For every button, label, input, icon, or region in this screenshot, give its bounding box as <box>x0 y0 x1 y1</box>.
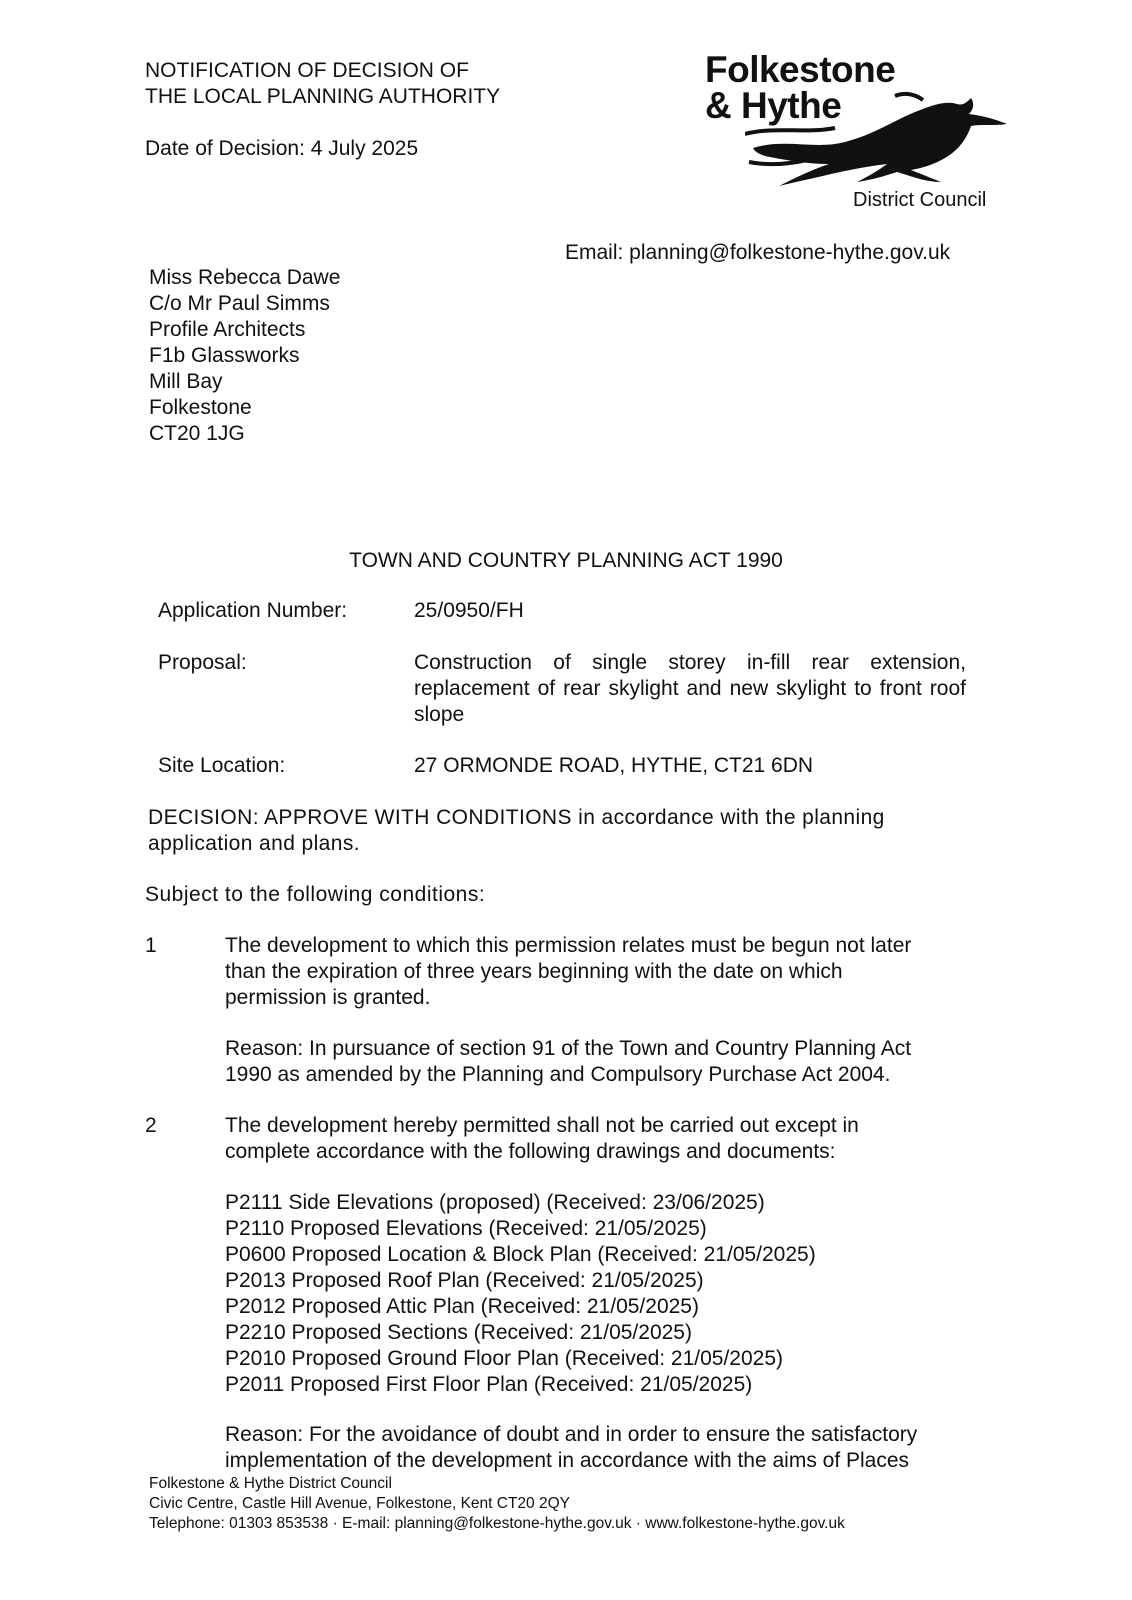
notification-header <box>145 58 500 110</box>
drawing-item: P2210 Proposed Sections (Received: 21/05/2025) <box>225 1321 692 1344</box>
contact-email: Email: planning@folkestone-hythe.gov.uk <box>565 241 951 264</box>
condition-line: The development to which this permission relates must be begun not later <box>225 934 912 957</box>
site-location-value: 27 ORMONDE ROAD, HYTHE, CT21 6DN <box>414 754 814 777</box>
reason-line: 1990 as amended by the Planning and Compulsory Purchase Act 2004. <box>225 1063 891 1086</box>
logo-subtitle: District Council <box>853 189 987 211</box>
condition-line: The development hereby permitted shall not be carried out except in <box>225 1114 859 1137</box>
act-title: TOWN AND COUNTRY PLANNING ACT 1990 <box>349 549 783 572</box>
footer-contact: Telephone: 01303 853538 · E-mail: planning@folkestone-hythe.gov.uk · www.folkestone-hythe.gov.uk <box>149 1515 845 1532</box>
decision-statement: DECISION: APPROVE WITH CONDITIONS in accordance with the planning application and plans. <box>148 806 885 855</box>
conditions-intro: Subject to the following conditions: <box>145 883 486 906</box>
application-number-value: 25/0950/FH <box>414 599 524 622</box>
logo-text-line2: & Hythe <box>705 85 842 126</box>
condition-text <box>225 933 911 1011</box>
drawing-item: P2013 Proposed Roof Plan (Received: 21/05/2025) <box>225 1269 704 1292</box>
drawings-list <box>225 1190 816 1398</box>
address-line: C/o Mr Paul Simms <box>149 292 330 315</box>
drawing-item: P2011 Proposed First Floor Plan (Received: 21/05/2025) <box>225 1373 753 1396</box>
footer-org: Folkestone & Hythe District Council <box>149 1475 392 1492</box>
condition-line: complete accordance with the following drawings and documents: <box>225 1140 836 1163</box>
address-line: Profile Architects <box>149 318 306 341</box>
condition-line: than the expiration of three years beginning with the date on which <box>225 960 843 983</box>
drawing-item: P2110 Proposed Elevations (Received: 21/05/2025) <box>225 1217 707 1240</box>
horse-emblem-icon <box>745 90 1007 190</box>
recipient-address <box>149 265 340 447</box>
drawing-item: P0600 Proposed Location & Block Plan (Received: 21/05/2025) <box>225 1243 816 1266</box>
reason-line: implementation of the development in accordance with the aims of Places <box>225 1449 910 1472</box>
address-line: Mill Bay <box>149 370 223 393</box>
condition-number: 2 <box>145 1114 157 1137</box>
header-title-line1: NOTIFICATION OF DECISION OF <box>145 59 469 82</box>
address-line: CT20 1JG <box>149 422 245 445</box>
reason-line: Reason: In pursuance of section 91 of the Town and Country Planning Act <box>225 1037 912 1060</box>
date-of-decision: Date of Decision: 4 July 2025 <box>145 137 419 160</box>
condition-reason <box>225 1422 917 1474</box>
logo-text-line1: Folkestone <box>705 49 896 90</box>
condition-line: permission is granted. <box>225 986 431 1009</box>
address-line: Miss Rebecca Dawe <box>149 266 341 289</box>
condition-reason <box>225 1036 911 1088</box>
address-line: F1b Glassworks <box>149 344 300 367</box>
drawing-item: P2012 Proposed Attic Plan (Received: 21/05/2025) <box>225 1295 699 1318</box>
condition-text <box>225 1113 859 1165</box>
drawing-item: P2111 Side Elevations (proposed) (Received: 23/06/2025) <box>225 1191 765 1214</box>
site-location-label: Site Location: <box>158 754 286 777</box>
proposal-label: Proposal: <box>158 651 247 674</box>
drawing-item: P2010 Proposed Ground Floor Plan (Received: 21/05/2025) <box>225 1347 784 1370</box>
condition-number: 1 <box>145 934 157 957</box>
footer-address: Civic Centre, Castle Hill Avenue, Folkestone, Kent CT20 2QY <box>149 1495 570 1512</box>
reason-line: Reason: For the avoidance of doubt and in order to ensure the satisfactory <box>225 1423 918 1446</box>
council-logo <box>705 50 1005 220</box>
proposal-value: Construction of single storey in-fill rear extension, replacement of rear skylight and new skylight to front roof slope <box>414 651 966 726</box>
address-line: Folkestone <box>149 396 252 419</box>
application-number-label: Application Number: <box>158 599 348 622</box>
header-title-line2: THE LOCAL PLANNING AUTHORITY <box>145 85 501 108</box>
